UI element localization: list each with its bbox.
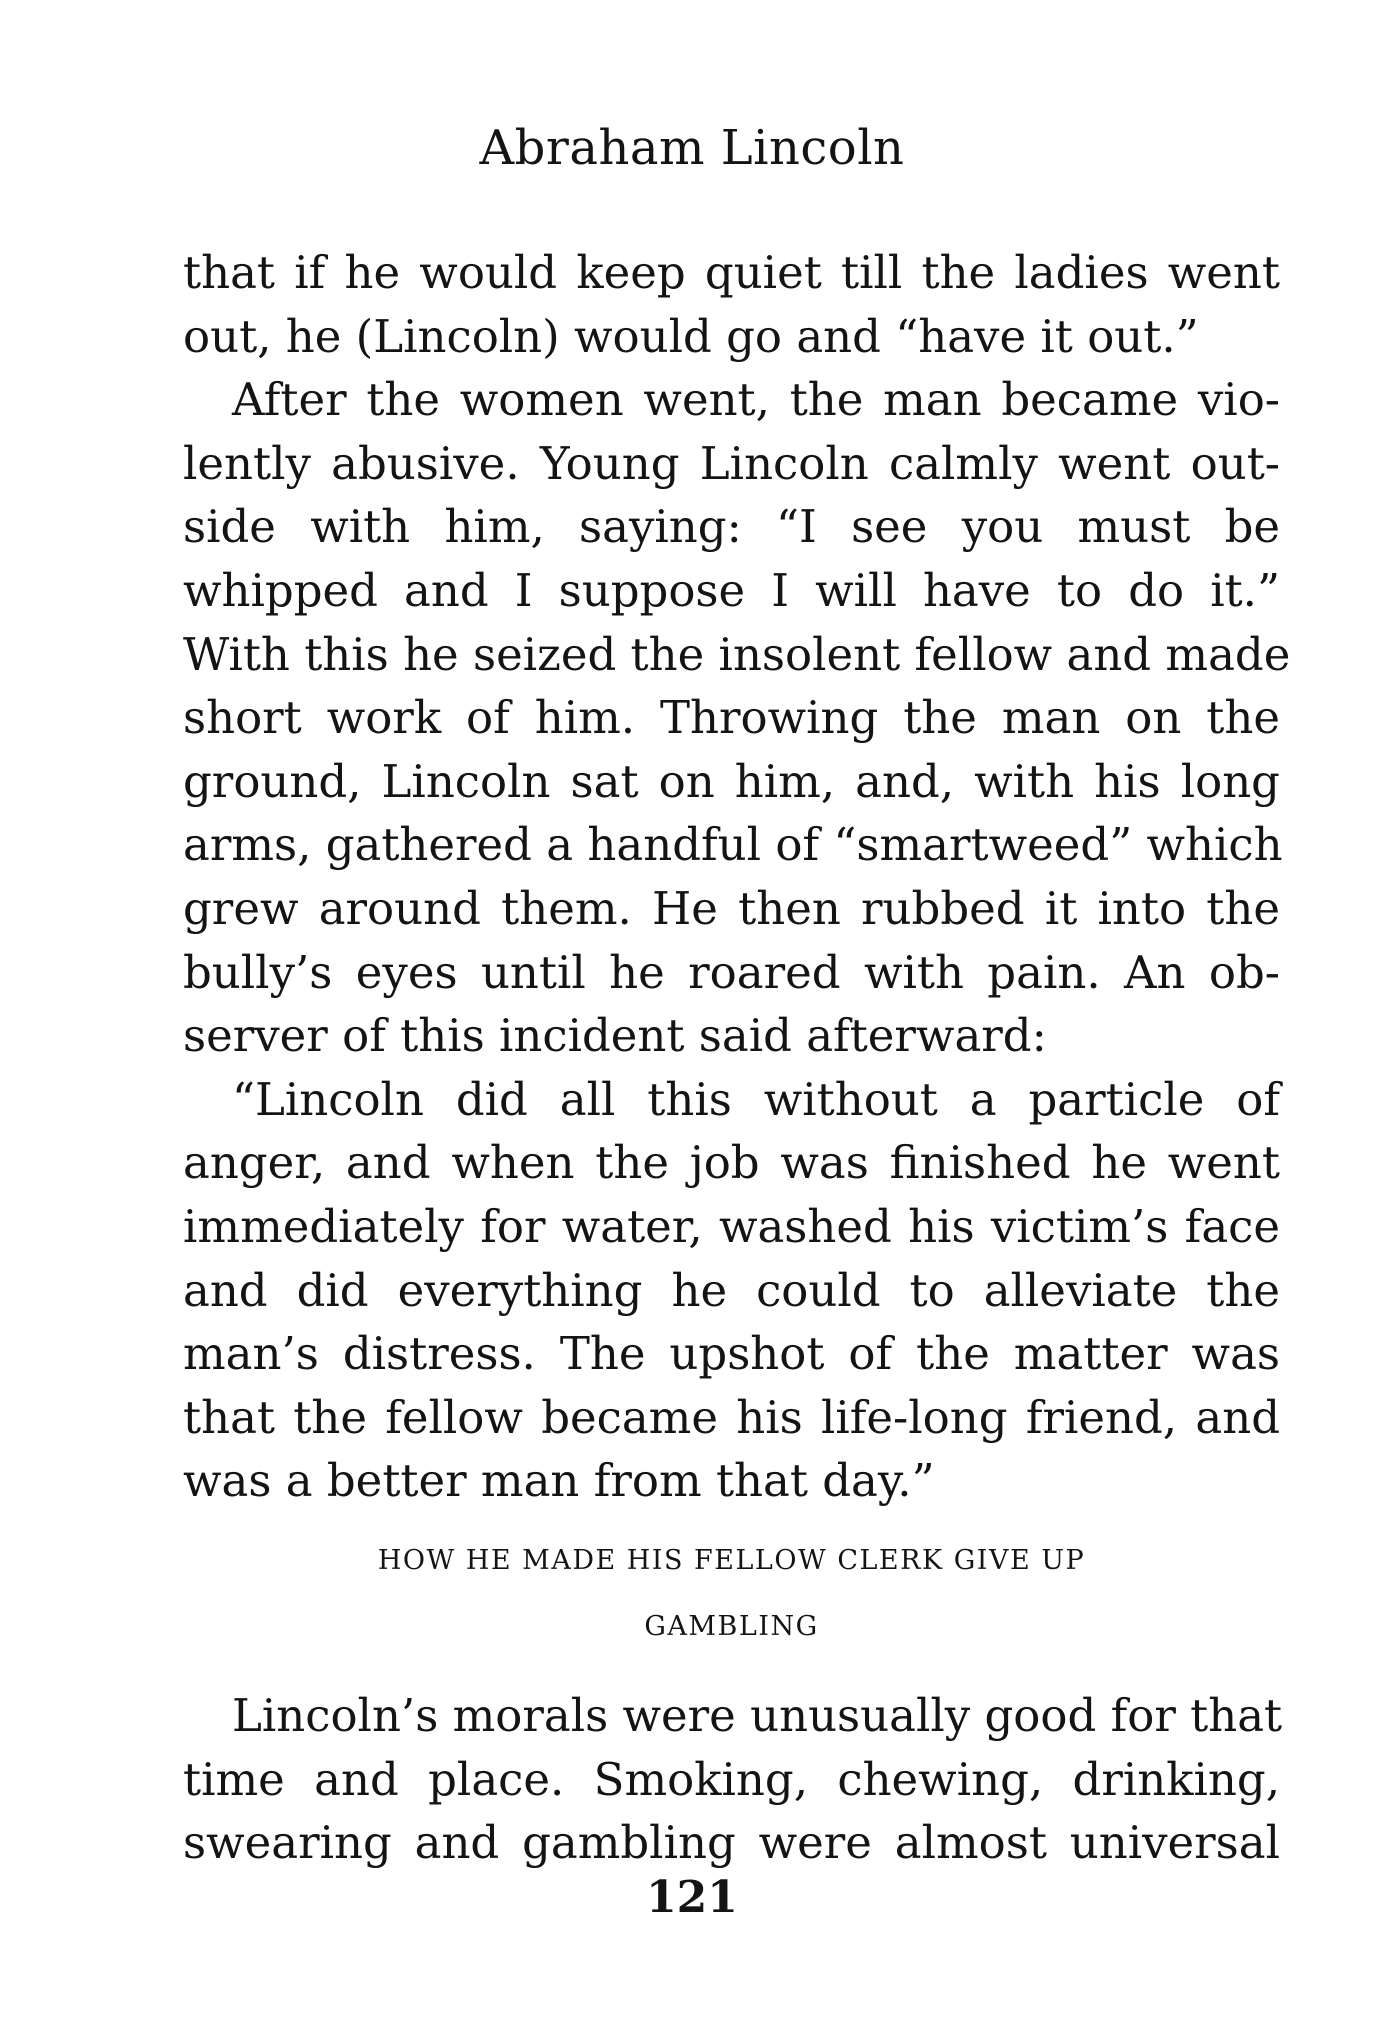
text-line: that if he would keep quiet till the ladies went	[183, 246, 1280, 299]
body-text-top	[183, 241, 1291, 1513]
text-line: whipped and I suppose I will have to do it.”	[183, 563, 1280, 617]
text-line: immediately for water, washed his victim’s face	[183, 1199, 1280, 1253]
text-line: ground, Lincoln sat on him, and, with his long	[183, 754, 1280, 808]
text-line: After the women went, the man became vio-	[232, 373, 1280, 427]
page-number: 121	[646, 1872, 738, 1923]
text-line: anger, and when the job was finished he went	[183, 1136, 1280, 1190]
text-line: “Lincoln did all this without a particle of	[232, 1072, 1280, 1126]
running-head: Abraham Lincoln	[479, 120, 905, 176]
text-line: was a better man from that day.”	[183, 1454, 935, 1508]
body-text-bottom	[183, 1684, 1283, 1875]
text-line: and did everything he could to alleviate the	[183, 1263, 1280, 1317]
text-line: side with him, saying: “I see you must be	[183, 500, 1280, 554]
text-line: arms, gathered a handful of “smartweed” which	[183, 818, 1283, 872]
text-line: lently abusive. Young Lincoln calmly went out-	[183, 436, 1280, 490]
text-line: With this he seized the insolent fellow and made	[183, 627, 1291, 681]
section-heading-line-2: GAMBLING	[644, 1611, 819, 1642]
text-line: grew around them. He then rubbed it into the	[183, 881, 1280, 935]
text-line: Lincoln’s morals were unusually good for that	[232, 1689, 1283, 1742]
text-line: out, he (Lincoln) would go and “have it out.”	[183, 309, 1199, 363]
section-heading-line-1: HOW HE MADE HIS FELLOW CLERK GIVE UP	[377, 1545, 1086, 1576]
text-line: short work of him. Throwing the man on the	[183, 691, 1280, 745]
text-line: that the fellow became his life-long friend, and	[183, 1390, 1280, 1444]
text-line: swearing and gambling were almost universal	[183, 1816, 1280, 1870]
text-line: server of this incident said afterward:	[183, 1009, 1047, 1063]
text-line: man’s distress. The upshot of the matter was	[183, 1327, 1280, 1381]
text-line: time and place. Smoking, chewing, drinking,	[183, 1752, 1280, 1806]
text-line: bully’s eyes until he roared with pain. An ob-	[183, 945, 1280, 999]
